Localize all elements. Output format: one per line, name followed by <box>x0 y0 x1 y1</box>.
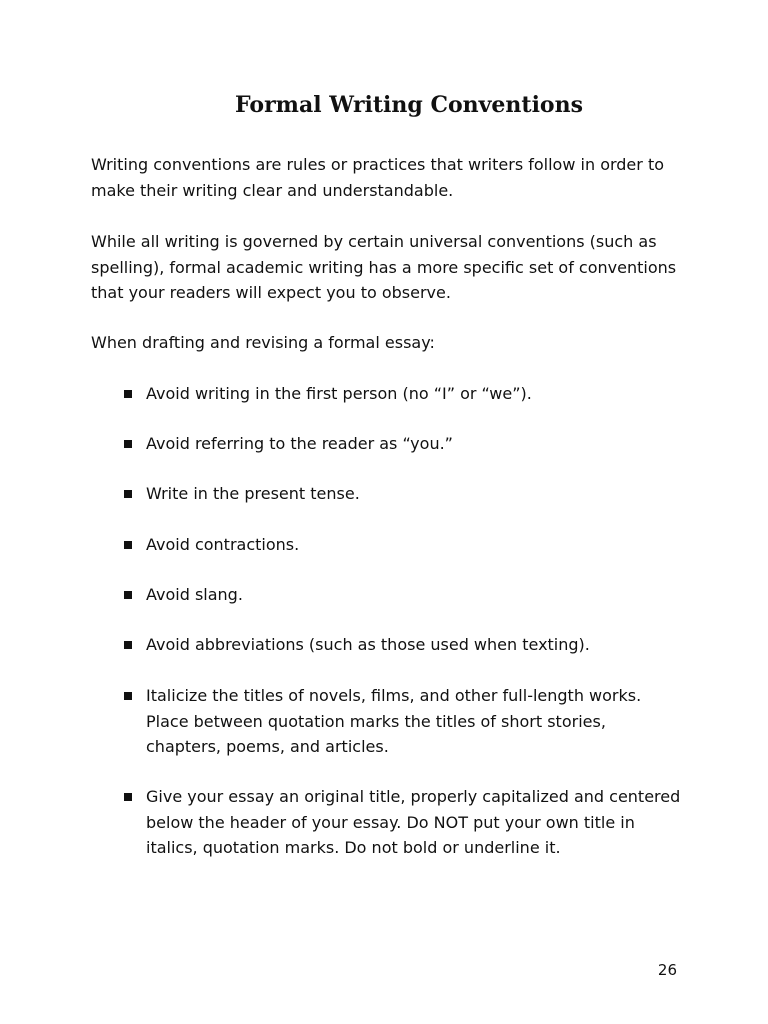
list-item <box>124 381 684 407</box>
list-item-text: Avoid writing in the first person (no “I” or “we”). <box>146 384 532 403</box>
square-bullet-icon <box>124 490 132 498</box>
list-item <box>124 481 684 507</box>
list-item <box>124 431 684 457</box>
square-bullet-icon <box>124 641 132 649</box>
list-item-text: Avoid referring to the reader as “you.” <box>146 434 453 453</box>
list-item-text: Avoid abbreviations (such as those used when texting). <box>146 635 590 654</box>
square-bullet-icon <box>124 390 132 398</box>
square-bullet-icon <box>124 591 132 599</box>
list-item-text: Give your essay an original title, properly capitalized and centered below the header of your essay. Do NOT put your own title in italics, quotation marks. Do not bold or underline it. <box>146 787 681 857</box>
list-item <box>124 784 684 861</box>
square-bullet-icon <box>124 440 132 448</box>
square-bullet-icon <box>124 692 132 700</box>
intro-paragraph: Writing conventions are rules or practices that writers follow in order to make their writing clear and understandable. <box>91 155 664 200</box>
list-item <box>124 532 684 558</box>
list-item <box>124 632 684 658</box>
list-item <box>124 683 684 760</box>
list-item-text: Avoid slang. <box>146 585 243 604</box>
list-item-text: Avoid contractions. <box>146 535 300 554</box>
square-bullet-icon <box>124 541 132 549</box>
list-item <box>124 582 684 608</box>
square-bullet-icon <box>124 793 132 801</box>
list-item-text: Write in the present tense. <box>146 484 360 503</box>
page-number: 26 <box>657 961 677 979</box>
page-title: Formal Writing Conventions <box>235 92 583 118</box>
conventions-paragraph: While all writing is governed by certain universal conventions (such as spelling), formal academic writing has a more specific set of conventions that your readers will expect you to observe. <box>91 232 677 302</box>
drafting-lead-in: When drafting and revising a formal essay: <box>91 333 435 352</box>
list-item-text: Italicize the titles of novels, films, and other full-length works. Place between quotation marks the titles of short stories, chapters, poems, and articles. <box>146 686 642 756</box>
